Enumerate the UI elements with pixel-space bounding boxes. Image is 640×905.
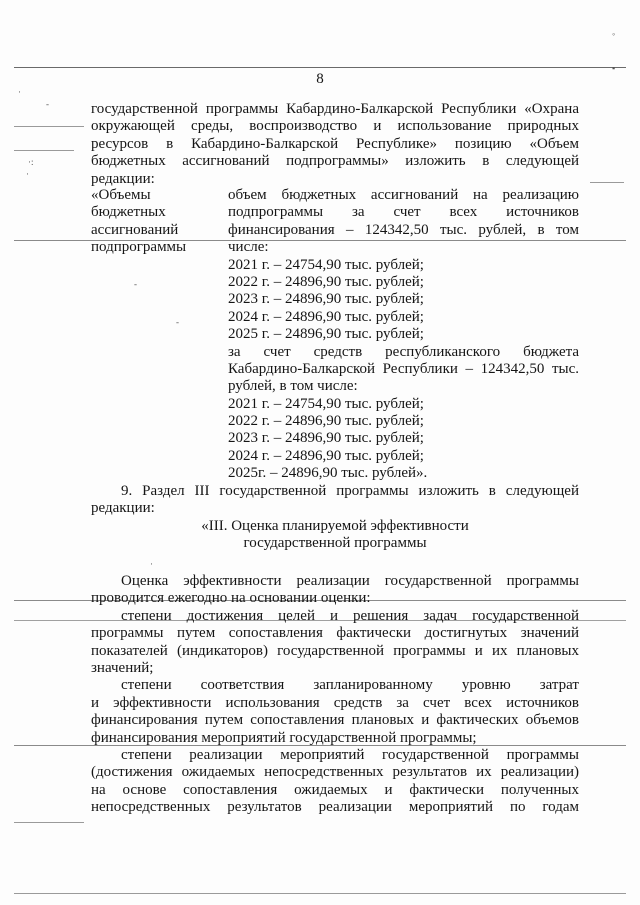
text-line: Оценка эффективности реализации государственной программы xyxy=(121,573,579,589)
value-line: 2021 г. – 24754,90 тыс. рублей; xyxy=(228,395,424,412)
text-line: окружающей среды, воспроизводство и использование природных xyxy=(91,118,579,135)
text-line: редакции: xyxy=(91,170,155,187)
scan-artifact-line xyxy=(14,893,626,894)
text-line: на основе сопоставления ожидаемых и фактически полученных xyxy=(91,781,579,798)
text-line: финансирования путем сопоставления плановых и фактических объемов xyxy=(91,712,579,729)
value-line: финансирования – 124342,50 тыс. рублей, в том xyxy=(228,221,579,238)
page-number: 8 xyxy=(316,71,324,87)
scan-speck: · xyxy=(150,559,153,569)
section-heading xyxy=(91,518,579,553)
text-line: 9. Раздел III государственной программы изложить в следующей xyxy=(121,483,579,499)
label-line: подпрограммы xyxy=(91,239,187,256)
scan-artifact-line xyxy=(14,126,84,127)
text-line: бюджетных ассигнований подпрограммы» изложить в следующей xyxy=(91,153,579,170)
scan-speck: ▪ xyxy=(612,63,616,73)
value-line: Кабардино-Балкарской Республики – 124342,50 тыс. xyxy=(228,360,579,377)
paragraph xyxy=(91,677,579,747)
label-line: «Объемы xyxy=(91,187,151,203)
value-line: 2023 г. – 24896,90 тыс. рублей; xyxy=(228,291,424,308)
text-line: степени реализации мероприятий государственной программы xyxy=(121,746,579,763)
text-line: государственной программы Кабардино-Балкарской Республики «Охрана xyxy=(91,101,579,117)
value-line: 2022 г. – 24896,90 тыс. рублей; xyxy=(228,413,424,430)
intro-paragraph xyxy=(91,101,579,188)
heading-line: государственной программы xyxy=(243,535,427,552)
scan-speck: · xyxy=(18,87,21,97)
scan-speck: ·: xyxy=(28,157,34,167)
value-line: 2025г. – 24896,90 тыс. рублей». xyxy=(228,465,428,482)
scan-speck: - xyxy=(46,99,49,109)
text-line: степени соответствия запланированному уровню затрат xyxy=(121,677,579,694)
value-line: 2022 г. – 24896,90 тыс. рублей; xyxy=(228,273,424,290)
label-line: ассигнований xyxy=(91,221,179,238)
scan-artifact-line xyxy=(14,150,74,151)
section-9-paragraph xyxy=(91,483,579,518)
scan-artifact-line xyxy=(590,182,624,183)
scan-speck: · xyxy=(26,169,29,179)
text-line: редакции: xyxy=(91,500,155,517)
text-line: программы путем сопоставления фактически достигнутых значений xyxy=(91,625,579,642)
heading-line: «III. Оценка планируемой эффективности xyxy=(201,518,469,534)
value-line: объем бюджетных ассигнований на реализацию xyxy=(228,187,579,203)
value-line: числе: xyxy=(228,239,269,256)
paragraph xyxy=(91,608,579,678)
label-line: бюджетных xyxy=(91,204,166,221)
text-line: ресурсов в Кабардино-Балкарской Республике» позицию «Объем xyxy=(91,135,579,152)
scan-speck: - xyxy=(134,279,137,289)
scan-artifact-line xyxy=(14,822,84,823)
value-line: 2025 г. – 24896,90 тыс. рублей; xyxy=(228,326,424,343)
body-paragraphs xyxy=(91,573,579,816)
value-line: 2024 г. – 24896,90 тыс. рублей; xyxy=(228,447,424,464)
scan-speck: - xyxy=(176,317,179,327)
paragraph xyxy=(91,747,579,817)
value-line: рублей, в том числе: xyxy=(228,378,358,395)
value-line: подпрограммы за счет всех источников xyxy=(228,204,579,221)
text-line: степени достижения целей и решения задач государственной xyxy=(121,607,579,624)
text-line: (достижения ожидаемых непосредственных результатов их реализации) xyxy=(91,764,579,781)
scan-artifact-line xyxy=(14,67,626,68)
text-line: значений; xyxy=(91,659,154,676)
text-line: и эффективности использования средств за счет всех источников xyxy=(91,694,579,711)
text-line: финансирования мероприятий государственной программы; xyxy=(91,729,477,746)
text-line: непосредственных результатов реализации мероприятий по годам xyxy=(91,799,579,816)
passport-label-cell xyxy=(91,187,211,257)
value-line: 2024 г. – 24896,90 тыс. рублей; xyxy=(228,308,424,325)
scan-speck: ◦ xyxy=(612,29,616,39)
value-line: 2021 г. – 24754,90 тыс. рублей; xyxy=(228,256,424,273)
paragraph xyxy=(91,573,579,608)
passport-value-cell xyxy=(228,187,579,483)
value-line: 2023 г. – 24896,90 тыс. рублей; xyxy=(228,430,424,447)
text-line: проводится ежегодно на основании оценки: xyxy=(91,590,371,607)
text-line: показателей (индикаторов) государственной программы и их плановых xyxy=(91,642,579,659)
value-line: за счет средств республиканского бюджета xyxy=(228,343,579,360)
